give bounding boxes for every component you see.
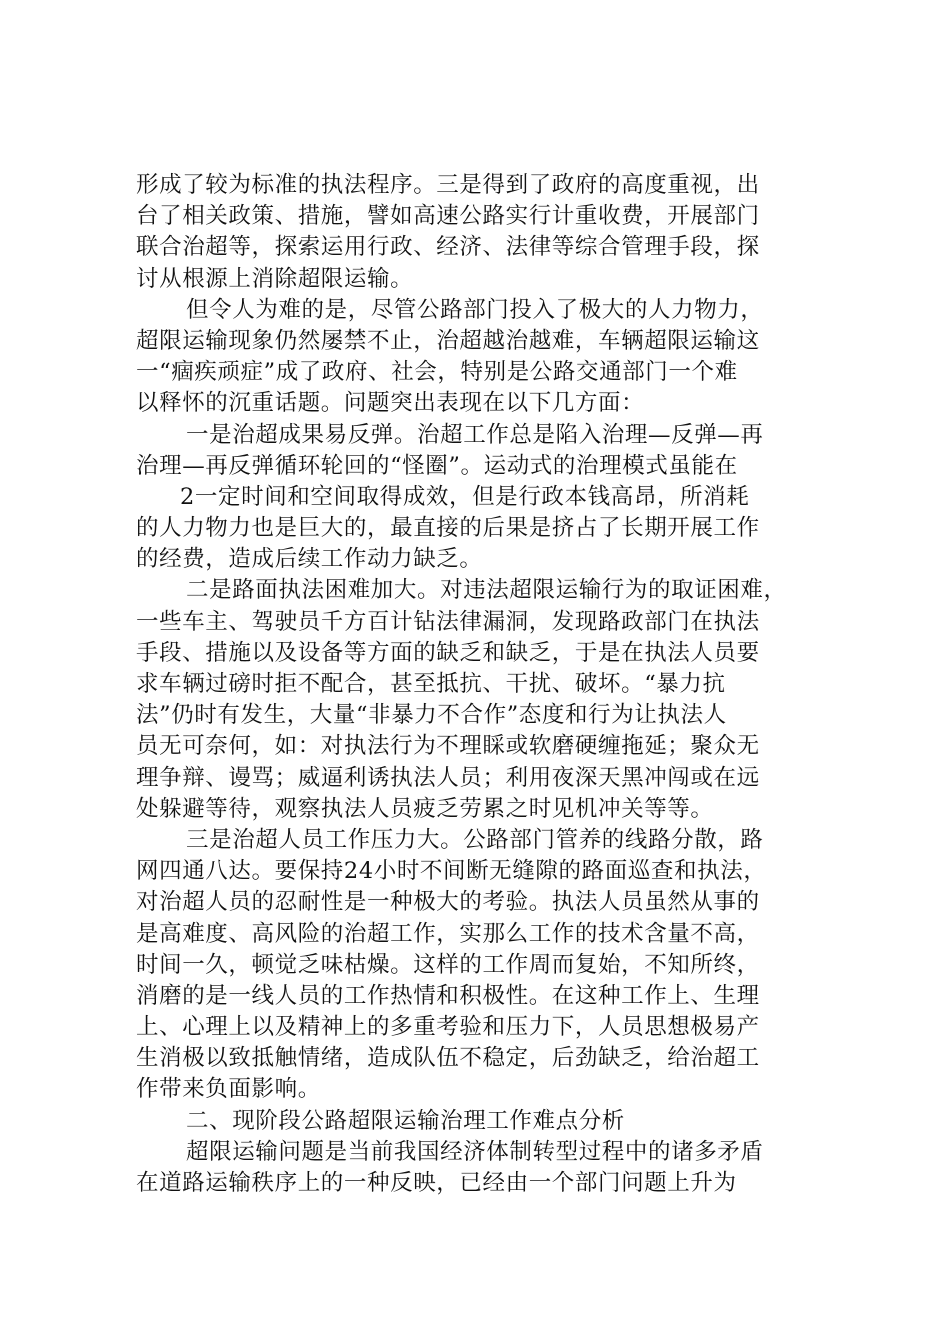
text-line: 生消极以致抵触情绪，造成队伍不稳定，后劲缺乏，给治超工 (136, 1045, 760, 1072)
text-line: 手段、措施以及设备等方面的缺乏和缺乏，于是在执法人员要 (136, 639, 760, 666)
text-line: 以释怀的沉重话题。问题突出表现在以下几方面： (136, 390, 645, 417)
text-line: 台了相关政策、措施，譬如高速公路实行计重收费，开展部门 (136, 203, 760, 230)
text-line: 员无可奈何，如：对执法行为不理睬或软磨硬缠拖延；聚众无 (136, 733, 760, 760)
text-line: 网四通八达。要保持24小时不间断无缝隙的路面巡查和执法， (136, 858, 767, 885)
text-line: 一些车主、驾驶员千方百计钻法律漏洞，发现路政部门在执法 (136, 608, 760, 635)
text-line: 求车辆过磅时拒不配合，甚至抵抗、干扰、破坏。“暴力抗 (136, 671, 726, 697)
text-line: 2一定时间和空间取得成效，但是行政本钱高昂，所消耗 (180, 483, 750, 510)
text-line: 的人力物力也是巨大的，最直接的后果是挤占了长期开展工作 (136, 515, 760, 542)
text-line: 法”仍时有发生，大量“非暴力不合作”态度和行为让执法人 (136, 702, 727, 729)
paragraph-first-line: 一是治超成果易反弹。治超工作总是陷入治理—反弹—再 (186, 421, 764, 448)
text-line: 是高难度、高风险的治超工作，实那么工作的技术含量不高， (136, 920, 760, 947)
text-line: 在道路运输秩序上的一种反映，已经由一个部门问题上升为 (136, 1170, 737, 1196)
document-body (136, 170, 826, 1199)
text-line: 一“痼疾顽症”成了政府、社会，特别是公路交通部门一个难 (136, 359, 738, 386)
text-line: 超限运输现象仍然屡禁不止，治超越治越难，车辆超限运输这 (136, 327, 760, 354)
text-line: 时间一久，顿觉乏味枯燥。这样的工作周而复始，不知所终， (136, 951, 760, 978)
text-line: 理争辩、谩骂；威逼利诱执法人员；利用夜深天黑冲闯或在远 (136, 764, 760, 791)
text-line: 对治超人员的忍耐性是一种极大的考验。执法人员虽然从事的 (136, 889, 760, 916)
text-line: 作带来负面影响。 (136, 1076, 321, 1103)
text-line: 上、心理上以及精神上的多重考验和压力下，人员思想极易产 (136, 1014, 760, 1041)
text-line: 讨从根源上消除超限运输。 (136, 265, 414, 292)
paragraph-first-line: 三是治超人员工作压力大。公路部门管养的线路分散，路 (186, 826, 764, 853)
text-line: 的经费，造成后续工作动力缺乏。 (136, 546, 483, 573)
text-line: 联合治超等，探索运用行政、经济、法律等综合管理手段，探 (136, 234, 760, 261)
paragraph-first-line: 超限运输问题是当前我国经济体制转型过程中的诸多矛盾 (186, 1138, 764, 1165)
paragraph-first-line: 二是路面执法困难加大。对违法超限运输行为的取证困难， (186, 577, 787, 604)
section-heading: 二、现阶段公路超限运输治理工作难点分析 (186, 1107, 625, 1134)
text-line: 治理—再反弹循环轮回的“怪圈”。运动式的治理模式虽能在 (136, 452, 738, 479)
paragraph-first-line: 但令人为难的是，尽管公路部门投入了极大的人力物力， (186, 296, 764, 323)
text-line: 形成了较为标准的执法程序。三是得到了政府的高度重视，出 (136, 172, 760, 198)
text-line: 消磨的是一线人员的工作热情和积极性。在这种工作上、生理 (136, 982, 760, 1009)
text-line: 处躲避等待，观察执法人员疲乏劳累之时见机冲关等等。 (136, 795, 714, 822)
